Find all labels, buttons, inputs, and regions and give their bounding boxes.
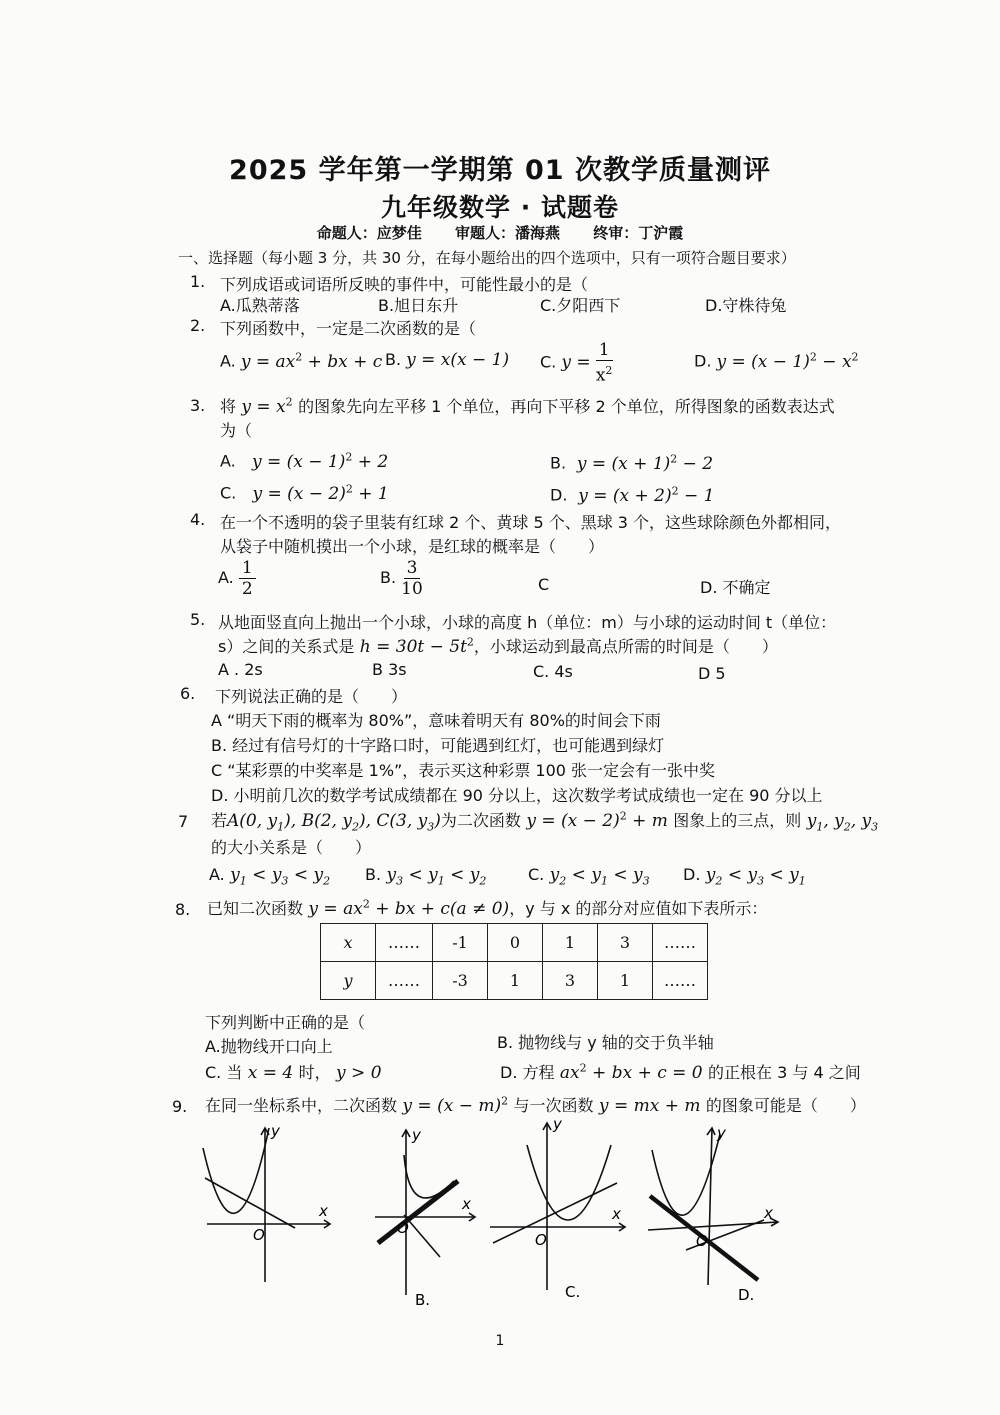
q2-option-d: D. $y = (x - 1)^2 - x^2$ <box>694 350 859 372</box>
q6-option-a: A “明天下雨的概率为 80%”，意味着明天有 80%的时间会下雨 <box>211 711 661 730</box>
q9-graph-c <box>485 1115 635 1305</box>
table-header-y: y <box>321 962 376 1000</box>
q9-stem: 在同一坐标系中，二次函数 $y = (x - m)^2$ 与一次函数 y = mx + m 的图象可能是（ ） <box>205 1094 866 1116</box>
table-row <box>321 924 708 962</box>
page-number: 1 <box>495 1333 505 1349</box>
graph-label-d: D. <box>738 1286 755 1304</box>
q8-judge: 下列判断中正确的是（ <box>205 1013 366 1032</box>
axis-x-label: x <box>462 1195 471 1213</box>
parabola <box>203 1128 269 1213</box>
q3-stem: 将 $y = x^2$ 的图象先向左平移 1 个单位，再向下平移 2 个单位，所得图象的函数表达式 <box>220 395 835 417</box>
q4-option-b: B. $\frac{3}{10}$ <box>380 558 423 599</box>
axis-x-label: x <box>319 1202 328 1220</box>
parabola <box>527 1145 611 1220</box>
section-heading: 一、选择题（每小题 3 分，共 30 分，在每小题给出的四个选项中，只有一项符合题目要求） <box>178 249 796 267</box>
q6-option-d: D. 小明前几次的数学考试成绩都在 90 分以上，这次数学考试成绩也一定在 90 分以上 <box>211 786 823 805</box>
table-cell: -3 <box>433 962 488 1000</box>
table-cell: 1 <box>488 962 543 1000</box>
q8-value-table <box>320 923 708 1000</box>
q3-option-c: C. $y = (x - 2)^2 + 1$ <box>220 482 389 504</box>
q6-option-c: C “某彩票的中奖率是 1%”，表示买这种彩票 100 张一定会有一张中奖 <box>211 761 716 780</box>
table-cell: 3 <box>543 962 598 1000</box>
q2-option-b: B. y = x(x − 1) <box>385 350 510 370</box>
axis-y-label: y <box>553 1115 562 1133</box>
q7-option-b: B. $y_3 < y_1 < y_2$ <box>365 865 487 888</box>
q1-option-b: B.旭日东升 <box>378 296 459 315</box>
graph-label-c: C. <box>565 1283 581 1301</box>
table-cell: 1 <box>598 962 653 1000</box>
line <box>404 1215 440 1257</box>
q8-stem: 已知二次函数 $y = ax^2$ + bx + c(a ≠ 0)，y 与 x 的部分对应值如下表所示： <box>207 897 768 919</box>
q8-option-c: C. 当 x = 4 时， y > 0 <box>205 1063 382 1083</box>
q8-option-a: A.抛物线开口向上 <box>205 1037 333 1056</box>
table-cell: 1 <box>543 924 598 962</box>
origin-label: O <box>696 1232 708 1250</box>
q5-stem-line2: s）之间的关系式是 $h = 30t - 5t^2$，小球运动到最高点所需的时间是（ ） <box>218 635 778 657</box>
axis-x-label: x <box>764 1204 773 1222</box>
line <box>378 1181 458 1243</box>
q9-graph-a <box>195 1120 340 1290</box>
exam-title: 2025 学年第一学期第 01 次教学质量测评 <box>229 155 771 186</box>
table-header-x: x <box>321 924 376 962</box>
author-final: 终审：丁沪霞 <box>593 224 684 242</box>
y-axis <box>708 1128 712 1285</box>
q7-option-c: C. $y_2 < y_1 < y_3$ <box>528 865 650 888</box>
q7-stem: 若A(0, $y_1$), B(2, $y_2$), C(3, $y_3$)为二次函数 $y = (x - 2)^2 + m$ 图象上的三点，则 $y_1$, $y_2$, $y_3$ <box>211 809 879 834</box>
line <box>205 1178 295 1228</box>
q1-option-c: C.夕阳西下 <box>540 296 621 315</box>
q7-number: 7 <box>178 812 189 831</box>
axis-y-label: y <box>412 1126 421 1144</box>
author-reviewer: 审题人：潘海燕 <box>454 224 560 242</box>
q4-option-c: C <box>538 575 550 594</box>
q8-number: 8. <box>175 900 191 919</box>
q4-stem-line2: 从袋子中随机摸出一个小球，是红球的概率是（ ） <box>220 537 605 556</box>
q4-option-d: D. 不确定 <box>700 578 771 597</box>
q1-option-d: D.守株待兔 <box>705 296 787 315</box>
author-line <box>0 222 1000 243</box>
origin-label: O <box>253 1226 265 1244</box>
q4-option-a: A. $\frac{1}{2}$ <box>218 558 256 599</box>
q7-option-d: D. $y_2 < y_3 < y_1$ <box>683 865 806 888</box>
origin-label: O <box>397 1219 409 1237</box>
q5-option-a: A . 2s <box>218 660 263 679</box>
graph-label-b: B. <box>415 1291 431 1309</box>
axis-y-label: y <box>271 1122 280 1140</box>
table-cell: -1 <box>433 924 488 962</box>
q5-option-d: D 5 <box>698 664 726 683</box>
axis-x-label: x <box>612 1205 621 1223</box>
q8-option-b: B. 抛物线与 y 轴的交于负半轴 <box>497 1033 714 1052</box>
q4-number: 4. <box>190 510 206 529</box>
table-cell: 0 <box>488 924 543 962</box>
q1-stem: 下列成语或词语所反映的事件中，可能性最小的是（ <box>220 275 589 294</box>
q5-stem: 从地面竖直向上抛出一个小球，小球的高度 h（单位：m）与小球的运动时间 t（单位： <box>218 613 837 632</box>
q3-option-d: D. $y = (x + 2)^2 - 1$ <box>550 484 715 506</box>
q3-option-a: A. $y = (x - 1)^2 + 2$ <box>220 450 389 472</box>
origin-label: O <box>535 1231 547 1249</box>
q1-option-a: A.瓜熟蒂落 <box>220 296 300 315</box>
axis-y-label: y <box>717 1124 726 1142</box>
q7-stem-line2: 的大小关系是（ ） <box>211 838 372 857</box>
q3-option-b: B. $y = (x + 1)^2 - 2$ <box>550 452 714 474</box>
q3-stem-line2: 为（ <box>220 421 253 440</box>
q2-option-c: C. y = $\frac{1}{x^2}$ <box>540 340 613 386</box>
table-cell: 3 <box>598 924 653 962</box>
exam-subtitle: 九年级数学 · 试题卷 <box>381 193 619 222</box>
q3-number: 3. <box>190 396 206 415</box>
q5-number: 5. <box>190 610 206 629</box>
line <box>493 1183 617 1243</box>
q6-option-b: B. 经过有信号灯的十字路口时，可能遇到红灯，也可能遇到绿灯 <box>211 736 665 755</box>
table-row <box>321 962 708 1000</box>
q7-option-a: A. $y_1 < y_3 < y_2$ <box>209 865 331 888</box>
q6-number: 6. <box>180 684 196 703</box>
q9-number: 9. <box>172 1097 188 1116</box>
x-axis <box>648 1222 778 1230</box>
q5-option-c: C. 4s <box>533 662 573 681</box>
table-cell: …… <box>653 962 708 1000</box>
table-cell: …… <box>376 962 433 1000</box>
q4-stem: 在一个不透明的袋子里装有红球 2 个、黄球 5 个、黑球 3 个，这些球除颜色外都相同， <box>220 513 842 532</box>
q2-stem: 下列函数中，一定是二次函数的是（ <box>220 319 477 338</box>
q8-option-d: D. 方程 $ax^2$ + bx + c = 0 的正根在 3 与 4 之间 <box>500 1061 861 1083</box>
q1-number: 1. <box>190 272 206 291</box>
q2-option-a: A. $y = ax^2$ + bx + c <box>220 350 383 372</box>
table-cell: …… <box>376 924 433 962</box>
q2-number: 2. <box>190 316 206 335</box>
table-cell: …… <box>653 924 708 962</box>
q9-graph-d <box>640 1120 785 1305</box>
author-setter: 命题人：应梦佳 <box>316 224 422 242</box>
q9-graph-b <box>370 1125 485 1310</box>
q5-option-b: B 3s <box>372 660 407 679</box>
q6-stem: 下列说法正确的是（ ） <box>215 687 408 706</box>
